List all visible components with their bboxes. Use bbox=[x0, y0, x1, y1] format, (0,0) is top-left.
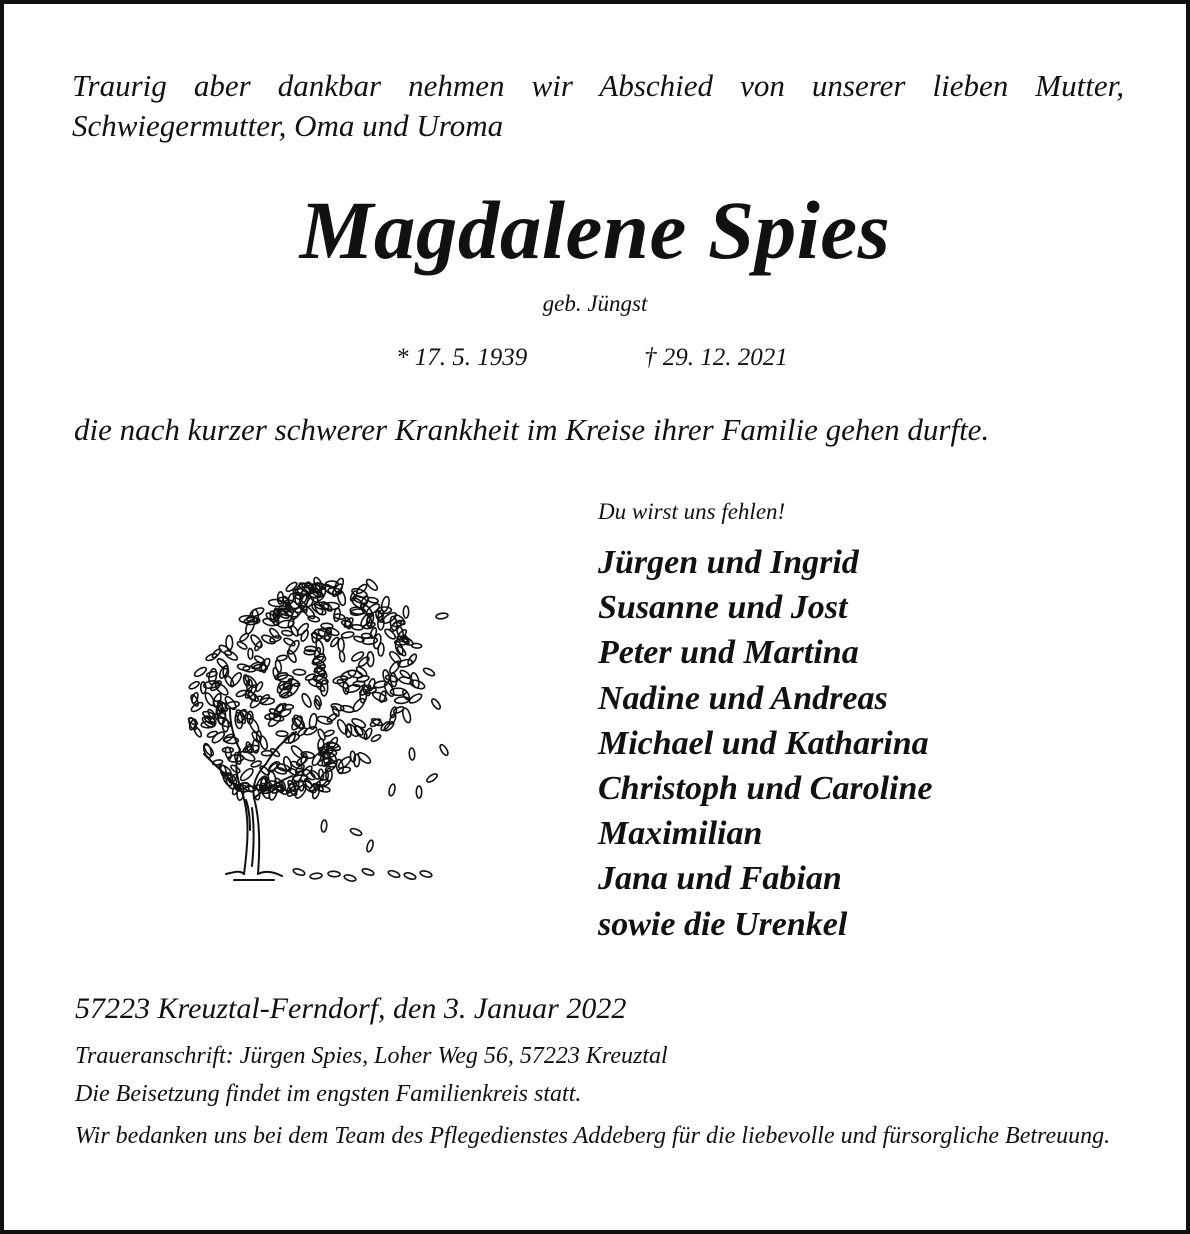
mourning-address: Traueranschrift: Jürgen Spies, Loher Weg 56, 57223 Kreuztal bbox=[75, 1043, 668, 1069]
mourners-list bbox=[598, 540, 932, 947]
funeral-note: Die Beisetzung findet im engsten Familienkreis statt. bbox=[75, 1081, 582, 1107]
deceased-name: Magdalene Spies bbox=[299, 184, 891, 276]
intro-text: Traurig aber dankbar nehmen wir Abschied von unserer lieben Mutter, Schwiegermutter, Oma und Uroma bbox=[72, 68, 1124, 143]
mourner-name: Susanne und Jost bbox=[598, 589, 848, 627]
death-date: † 29. 12. 2021 bbox=[644, 344, 788, 371]
mourner-name: Jürgen und Ingrid bbox=[598, 544, 859, 581]
thanks-note: Wir bedanken uns bei dem Team des Pflegedienstes Addeberg für die liebevolle und fürsorgliche Betreuung. bbox=[75, 1123, 1111, 1149]
mourner-name: sowie die Urenkel bbox=[598, 905, 848, 943]
mourner-name: Michael und Katharina bbox=[598, 724, 929, 762]
mourner-name: Christoph und Caroline bbox=[598, 770, 933, 808]
birth-date: * 17. 5. 1939 bbox=[396, 344, 528, 371]
mourner-name: Maximilian bbox=[598, 815, 763, 853]
passing-text: die nach kurzer schwerer Krankheit im Kreise ihrer Familie gehen durfte. bbox=[74, 412, 990, 447]
missed-text: Du wirst uns fehlen! bbox=[598, 499, 786, 524]
mourner-name: Nadine und Andreas bbox=[598, 679, 888, 717]
mourner-name: Peter und Martina bbox=[598, 634, 859, 672]
mourner-name: Jana und Fabian bbox=[598, 860, 842, 898]
windblown-tree-icon bbox=[174, 554, 464, 894]
maiden-name: geb. Jüngst bbox=[542, 291, 648, 316]
place-date: 57223 Kreuztal-Ferndorf, den 3. Januar 2022 bbox=[75, 992, 627, 1025]
